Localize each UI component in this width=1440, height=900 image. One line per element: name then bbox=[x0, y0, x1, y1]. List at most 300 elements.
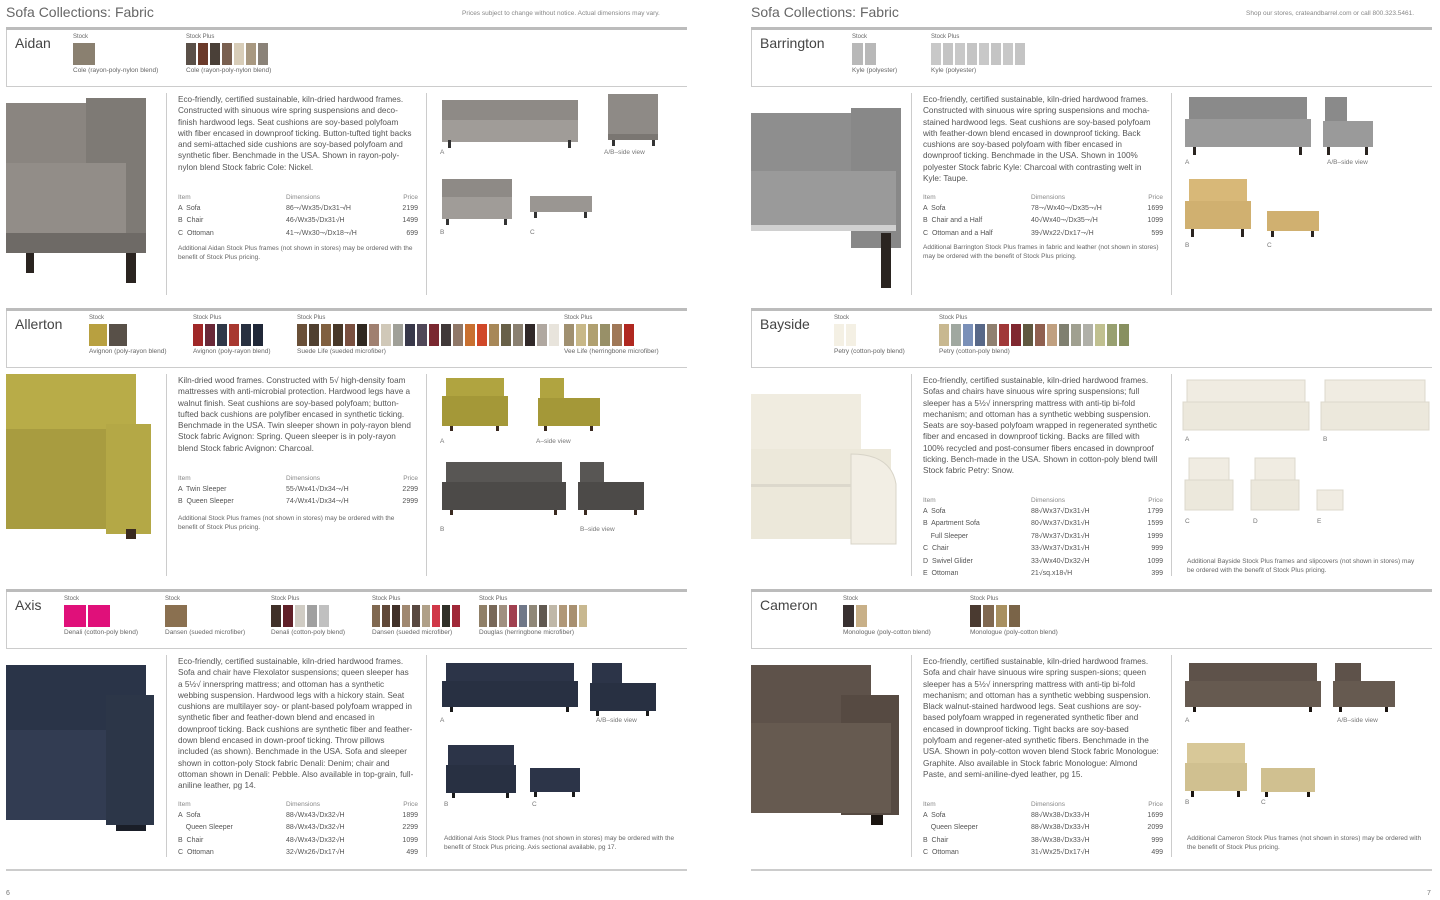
fabric-swatch[interactable] bbox=[865, 43, 876, 65]
fabric-swatch[interactable] bbox=[513, 324, 523, 346]
fabric-swatch[interactable] bbox=[991, 43, 1001, 65]
swatch-group bbox=[193, 315, 271, 355]
fabric-swatch[interactable] bbox=[295, 605, 305, 627]
swatches[interactable] bbox=[271, 605, 345, 627]
fabric-swatch[interactable] bbox=[579, 605, 587, 627]
fabric-swatch[interactable] bbox=[271, 605, 281, 627]
product-image[interactable] bbox=[1259, 764, 1317, 800]
fabric-swatch[interactable] bbox=[205, 324, 215, 346]
price-disclaimer: Prices subject to change without notice. Actual dimensions may vary. bbox=[462, 10, 660, 17]
thumb-caption: B bbox=[1185, 799, 1190, 806]
fabric-swatch[interactable] bbox=[843, 605, 854, 627]
table-row: A Twin Sleeper 55√Wx41√Dx34¬√H 2299 bbox=[178, 485, 418, 493]
description: Kiln-dried wood frames. Constructed with 5√ high-density foam mattresses with anti-microbial protection. Hardwood legs have a walnut finish. Seat cushions are soy-based polyfoam; button-tufted back cushions are polyfiber encased in synthetic ticking. Benchmade in the USA. Twin sleeper shown in poly-rayon blend Stock fabric Avignon: Spring. Queen sleeper is in poly-rayon blend Stock fabric Avignon: Charcoal. bbox=[178, 376, 411, 453]
swatch-row bbox=[751, 311, 1432, 368]
table-row: B Queen Sleeper 74√Wx41√Dx34¬√H 2999 bbox=[178, 498, 418, 506]
fabric-swatch[interactable] bbox=[1011, 324, 1021, 346]
fabric-swatch[interactable] bbox=[539, 605, 547, 627]
table-row: E Ottoman 21√sq.x18√H 399 bbox=[923, 570, 1163, 578]
swatches[interactable] bbox=[297, 324, 559, 346]
fabric-swatch[interactable] bbox=[283, 605, 293, 627]
product-image[interactable] bbox=[1183, 659, 1323, 714]
section-body bbox=[6, 368, 687, 580]
product-thumbnails bbox=[1181, 649, 1431, 861]
product-image[interactable] bbox=[1321, 93, 1376, 158]
fabric-swatch[interactable] bbox=[987, 324, 997, 346]
table-row: Queen Sleeper 88√Wx38√Dx33√H 2099 bbox=[923, 824, 1163, 832]
thumb-caption: D bbox=[1253, 518, 1258, 525]
fabric-swatch[interactable] bbox=[975, 324, 985, 346]
swatch-caption: Cole (rayon-poly-nylon blend) bbox=[186, 67, 272, 74]
product-image[interactable] bbox=[604, 92, 660, 147]
table-note: Additional Aidan Stock Plus frames (not shown in stores) may be ordered with the benefit of Stock Plus pricing. bbox=[178, 245, 413, 261]
swatch-group bbox=[186, 34, 271, 74]
fabric-swatch[interactable] bbox=[967, 43, 977, 65]
section-barrington bbox=[751, 27, 1432, 299]
swatch-caption: Monologue (poly-cotton blend) bbox=[970, 629, 1058, 636]
collection-name: Axis bbox=[15, 597, 42, 613]
right-page bbox=[745, 0, 1440, 900]
price-table bbox=[178, 473, 418, 508]
swatch-group-label: Stock bbox=[89, 315, 105, 321]
fabric-swatch[interactable] bbox=[412, 605, 420, 627]
thumb-caption: A bbox=[440, 149, 445, 156]
price-table bbox=[923, 495, 1163, 580]
fabric-swatch[interactable] bbox=[64, 605, 86, 627]
product-thumbnails bbox=[436, 87, 686, 299]
fabric-swatch[interactable] bbox=[229, 324, 239, 346]
thumb-caption: C bbox=[1267, 242, 1272, 249]
swatch-group-label: Stock Plus bbox=[186, 34, 215, 40]
swatches[interactable] bbox=[73, 43, 158, 65]
fabric-swatch[interactable] bbox=[509, 605, 517, 627]
fabric-swatch[interactable] bbox=[856, 605, 867, 627]
swatch-row bbox=[6, 311, 687, 368]
fabric-swatch[interactable] bbox=[951, 324, 961, 346]
product-image[interactable] bbox=[528, 192, 594, 222]
fabric-swatch[interactable] bbox=[1107, 324, 1117, 346]
swatch-group-label: Stock bbox=[834, 315, 850, 321]
swatch-group bbox=[479, 596, 587, 636]
table-note: Additional Bayside Stock Plus frames and slipcovers (not shown in stores) may be ordered with the benefit of Stock Plus pricing. bbox=[1187, 558, 1415, 574]
page-number: 7 bbox=[1427, 890, 1431, 897]
fabric-swatch[interactable] bbox=[612, 324, 622, 346]
product-image[interactable] bbox=[440, 374, 510, 434]
swatch-group bbox=[297, 315, 559, 355]
swatches[interactable] bbox=[852, 43, 897, 65]
swatches[interactable] bbox=[186, 43, 271, 65]
hero-image bbox=[751, 93, 902, 293]
fabric-swatch[interactable] bbox=[939, 324, 949, 346]
fabric-swatch[interactable] bbox=[1009, 605, 1020, 627]
fabric-swatch[interactable] bbox=[1015, 43, 1025, 65]
page-title: Sofa Collections: Fabric bbox=[751, 4, 899, 20]
table-row: B Chair 46√Wx35√Dx31√H 1499 bbox=[178, 217, 418, 225]
fabric-swatch[interactable] bbox=[222, 43, 232, 65]
fabric-swatch[interactable] bbox=[624, 324, 634, 346]
table-row: Full Sleeper 78√Wx37√Dx31√H 1999 bbox=[923, 532, 1163, 540]
fabric-swatch[interactable] bbox=[963, 324, 973, 346]
left-page bbox=[0, 0, 690, 900]
swatch-group-label: Stock bbox=[165, 596, 181, 602]
table-row: A Sofa 88√Wx38√Dx33√H 1699 bbox=[923, 811, 1163, 819]
swatches[interactable] bbox=[89, 324, 167, 346]
table-row: C Ottoman and a Half 39√Wx22√Dx17¬√H 599 bbox=[923, 229, 1163, 237]
product-image[interactable] bbox=[576, 458, 646, 518]
fabric-swatch[interactable] bbox=[970, 605, 981, 627]
fabric-swatch[interactable] bbox=[852, 43, 863, 65]
fabric-swatch[interactable] bbox=[402, 605, 410, 627]
section-allerton bbox=[6, 308, 687, 580]
swatch-group-label: Stock Plus bbox=[939, 315, 968, 321]
swatch-group bbox=[64, 596, 138, 636]
thumb-caption: A bbox=[1185, 159, 1190, 166]
fabric-swatch[interactable] bbox=[88, 605, 110, 627]
swatches[interactable] bbox=[834, 324, 905, 346]
table-header: Item Dimensions Price bbox=[923, 496, 1163, 504]
fabric-swatch[interactable] bbox=[1003, 43, 1013, 65]
table-row: C Ottoman 32√Wx26√Dx17√H 499 bbox=[178, 849, 418, 857]
product-image[interactable] bbox=[440, 177, 515, 227]
swatch-row bbox=[751, 592, 1432, 649]
section-body bbox=[6, 87, 687, 299]
fabric-swatch[interactable] bbox=[999, 324, 1009, 346]
fabric-swatch[interactable] bbox=[465, 324, 475, 346]
table-row: B Chair 48√Wx43√Dx32√H 1099 bbox=[178, 836, 418, 844]
table-row: A Sofa 78¬√Wx40¬√Dx35¬√H 1699 bbox=[923, 204, 1163, 212]
fabric-swatch[interactable] bbox=[217, 324, 227, 346]
collection-name: Aidan bbox=[15, 35, 51, 51]
swatch-group-label: Stock bbox=[64, 596, 80, 602]
fabric-swatch[interactable] bbox=[501, 324, 511, 346]
table-row: A Sofa 88√Wx43√Dx32√H 1899 bbox=[178, 811, 418, 819]
swatch-group bbox=[852, 34, 897, 74]
fabric-swatch[interactable] bbox=[519, 605, 527, 627]
fabric-swatch[interactable] bbox=[234, 43, 244, 65]
fabric-swatch[interactable] bbox=[1047, 324, 1057, 346]
fabric-swatch[interactable] bbox=[1095, 324, 1105, 346]
table-row: B Chair and a Half 40√Wx40¬√Dx35¬√H 1099 bbox=[923, 217, 1163, 225]
product-thumbnails bbox=[436, 368, 686, 580]
table-row: C Chair 33√Wx37√Dx31√H 999 bbox=[923, 545, 1163, 553]
fabric-swatch[interactable] bbox=[834, 324, 844, 346]
fabric-swatch[interactable] bbox=[559, 605, 567, 627]
product-image[interactable] bbox=[1319, 378, 1431, 436]
fabric-swatch[interactable] bbox=[564, 324, 574, 346]
product-thumbnails bbox=[1181, 368, 1431, 580]
thumb-caption: B bbox=[1185, 242, 1190, 249]
swatch-group bbox=[970, 596, 1058, 636]
fabric-swatch[interactable] bbox=[321, 324, 331, 346]
fabric-swatch[interactable] bbox=[442, 605, 450, 627]
swatch-caption: Petry (cotton-poly blend) bbox=[939, 348, 1010, 355]
swatches[interactable] bbox=[564, 324, 659, 346]
fabric-swatch[interactable] bbox=[479, 605, 487, 627]
thumb-caption: B bbox=[1323, 436, 1328, 443]
section-axis bbox=[6, 589, 687, 861]
fabric-swatch[interactable] bbox=[333, 324, 343, 346]
fabric-swatch[interactable] bbox=[319, 605, 329, 627]
table-row: B Chair 38√Wx38√Dx33√H 999 bbox=[923, 836, 1163, 844]
fabric-swatch[interactable] bbox=[996, 605, 1007, 627]
collection-name: Allerton bbox=[15, 316, 63, 332]
fabric-swatch[interactable] bbox=[600, 324, 610, 346]
swatch-row bbox=[6, 592, 687, 649]
swatch-group bbox=[372, 596, 460, 636]
table-note: Additional Axis Stock Plus frames (not shown in stores) may be ordered with the benefit of Stock Plus pricing. Axis sectional available, pg 17. bbox=[444, 835, 675, 851]
swatches[interactable] bbox=[843, 605, 931, 627]
fabric-swatch[interactable] bbox=[979, 43, 989, 65]
table-row: B Apartment Sofa 80√Wx37√Dx31√H 1599 bbox=[923, 520, 1163, 528]
thumb-caption: A/B–side view bbox=[604, 149, 645, 156]
swatch-group-label: Stock bbox=[73, 34, 89, 40]
collection-name: Barrington bbox=[760, 35, 825, 51]
fabric-swatch[interactable] bbox=[405, 324, 415, 346]
fabric-swatch[interactable] bbox=[1023, 324, 1033, 346]
fabric-swatch[interactable] bbox=[477, 324, 487, 346]
thumb-caption: B bbox=[444, 801, 449, 808]
fabric-swatch[interactable] bbox=[943, 43, 953, 65]
swatch-group-label: Stock Plus bbox=[271, 596, 300, 602]
thumb-caption: C bbox=[1261, 799, 1266, 806]
swatch-group-label: Stock bbox=[852, 34, 868, 40]
thumb-caption: A bbox=[440, 717, 445, 724]
swatches[interactable] bbox=[165, 605, 245, 627]
fabric-swatch[interactable] bbox=[1059, 324, 1069, 346]
fabric-swatch[interactable] bbox=[549, 324, 559, 346]
fabric-swatch[interactable] bbox=[165, 605, 187, 627]
description: Eco-friendly, certified sustainable, kiln-dried hardwood frames. Constructed with sinuous wire spring suspensions and mocha-stained hardwood legs. Seat cushions are soy-based polyfoam with feather-down blend encased in downproof ticking. Back cushions are soy-based polyfoam with fiber encased in downproof ticking. Benchmade in the USA. Shown in 100% polyester Stock fabric Kyle: Charcoal with contrasting welt in Kyle: Taupe. bbox=[923, 95, 1151, 184]
fabric-swatch[interactable] bbox=[73, 43, 95, 65]
swatch-group bbox=[931, 34, 1025, 74]
fabric-swatch[interactable] bbox=[525, 324, 535, 346]
swatch-caption: Cole (rayon-poly-nylon blend) bbox=[73, 67, 159, 74]
section-body bbox=[6, 649, 687, 861]
fabric-swatch[interactable] bbox=[576, 324, 586, 346]
section-body bbox=[751, 368, 1432, 580]
section-aidan bbox=[6, 27, 687, 299]
swatch-group-label: Stock Plus bbox=[193, 315, 222, 321]
fabric-swatch[interactable] bbox=[392, 605, 400, 627]
swatch-row bbox=[751, 30, 1432, 87]
fabric-swatch[interactable] bbox=[297, 324, 307, 346]
table-header: Item Dimensions Price bbox=[178, 800, 418, 808]
fabric-swatch[interactable] bbox=[441, 324, 451, 346]
fabric-swatch[interactable] bbox=[381, 324, 391, 346]
section-cameron bbox=[751, 589, 1432, 861]
fabric-swatch[interactable] bbox=[588, 324, 598, 346]
table-row: C Ottoman 41¬√Wx30¬√Dx18¬√H 699 bbox=[178, 229, 418, 237]
swatches[interactable] bbox=[193, 324, 271, 346]
fabric-swatch[interactable] bbox=[369, 324, 379, 346]
product-image[interactable] bbox=[1315, 486, 1345, 514]
swatch-caption: Avignon (poly-rayon blend) bbox=[89, 348, 167, 355]
swatch-group bbox=[73, 34, 158, 74]
product-image[interactable] bbox=[1183, 456, 1235, 514]
fabric-swatch[interactable] bbox=[382, 605, 390, 627]
product-image[interactable] bbox=[444, 741, 518, 801]
hero-image bbox=[751, 374, 902, 574]
fabric-swatch[interactable] bbox=[193, 324, 203, 346]
fabric-swatch[interactable] bbox=[241, 324, 251, 346]
swatch-caption: Denali (cotton-poly blend) bbox=[271, 629, 346, 636]
fabric-swatch[interactable] bbox=[429, 324, 439, 346]
table-header: Item Dimensions Price bbox=[923, 800, 1163, 808]
product-thumbnails bbox=[1181, 87, 1431, 299]
fabric-swatch[interactable] bbox=[489, 324, 499, 346]
price-table bbox=[923, 192, 1163, 240]
collection-name: Bayside bbox=[760, 316, 810, 332]
swatch-caption: Denali (cotton-poly blend) bbox=[64, 629, 139, 636]
fabric-swatch[interactable] bbox=[1083, 324, 1093, 346]
swatch-row bbox=[6, 30, 687, 87]
fabric-swatch[interactable] bbox=[529, 605, 537, 627]
product-image[interactable] bbox=[1249, 456, 1301, 514]
swatch-group-label: Stock Plus bbox=[970, 596, 999, 602]
thumb-caption: C bbox=[532, 801, 537, 808]
price-table bbox=[178, 799, 418, 859]
fabric-swatch[interactable] bbox=[186, 43, 196, 65]
swatches[interactable] bbox=[931, 43, 1025, 65]
page-number: 6 bbox=[6, 890, 10, 897]
swatch-group-label: Stock Plus bbox=[372, 596, 401, 602]
thumb-caption: B–side view bbox=[580, 526, 615, 533]
thumb-caption: A bbox=[1185, 717, 1190, 724]
thumb-caption: E bbox=[1317, 518, 1322, 525]
swatch-caption: Dansen (sueded microfiber) bbox=[165, 629, 246, 636]
fabric-swatch[interactable] bbox=[246, 43, 256, 65]
swatch-caption: Petry (cotton-poly blend) bbox=[834, 348, 905, 355]
product-image[interactable] bbox=[536, 374, 602, 434]
fabric-swatch[interactable] bbox=[537, 324, 547, 346]
swatch-group bbox=[165, 596, 245, 636]
store-info: Shop our stores, crateandbarrel.com or call 800.323.5461. bbox=[1246, 10, 1415, 17]
thumb-caption: B bbox=[440, 229, 445, 236]
swatch-caption: Suede Life (sueded microfiber) bbox=[297, 348, 386, 355]
swatch-caption: Vee Life (herringbone microfiber) bbox=[564, 348, 659, 355]
table-row: D Swivel Glider 33√Wx40√Dx32√H 1099 bbox=[923, 557, 1163, 565]
table-row: Queen Sleeper 88√Wx43√Dx32√H 2299 bbox=[178, 824, 418, 832]
product-thumbnails bbox=[436, 649, 686, 861]
swatches[interactable] bbox=[939, 324, 1129, 346]
fabric-swatch[interactable] bbox=[569, 605, 577, 627]
swatches[interactable] bbox=[64, 605, 138, 627]
swatch-caption: Dansen (sueded microfiber) bbox=[372, 629, 453, 636]
swatch-caption: Douglas (herringbone microfiber) bbox=[479, 629, 575, 636]
table-row: A Sofa 88√Wx37√Dx31√H 1799 bbox=[923, 507, 1163, 515]
section-body bbox=[751, 87, 1432, 299]
product-image[interactable] bbox=[440, 92, 580, 152]
table-row: C Ottoman 31√Wx25√Dx17√H 499 bbox=[923, 849, 1163, 857]
fabric-swatch[interactable] bbox=[983, 605, 994, 627]
fabric-swatch[interactable] bbox=[109, 324, 127, 346]
swatch-group bbox=[564, 315, 659, 355]
hero-image bbox=[6, 655, 157, 855]
table-header: Item Dimensions Price bbox=[178, 474, 418, 482]
product-image[interactable] bbox=[1181, 378, 1311, 436]
fabric-swatch[interactable] bbox=[432, 605, 440, 627]
price-table bbox=[923, 799, 1163, 859]
collection-name: Cameron bbox=[760, 597, 818, 613]
fabric-swatch[interactable] bbox=[1071, 324, 1081, 346]
fabric-swatch[interactable] bbox=[452, 605, 460, 627]
product-image[interactable] bbox=[440, 458, 568, 518]
table-note: Additional Stock Plus frames (not shown in stores) may be ordered with the benefit of Stock Plus pricing. bbox=[178, 515, 395, 531]
product-image[interactable] bbox=[1331, 659, 1397, 714]
product-image[interactable] bbox=[1183, 741, 1249, 799]
product-image[interactable] bbox=[1183, 175, 1253, 240]
swatches[interactable] bbox=[479, 605, 587, 627]
fabric-swatch[interactable] bbox=[198, 43, 208, 65]
fabric-swatch[interactable] bbox=[89, 324, 107, 346]
fabric-swatch[interactable] bbox=[309, 324, 319, 346]
fabric-swatch[interactable] bbox=[210, 43, 220, 65]
swatches[interactable] bbox=[372, 605, 460, 627]
fabric-swatch[interactable] bbox=[357, 324, 367, 346]
fabric-swatch[interactable] bbox=[453, 324, 463, 346]
product-image[interactable] bbox=[528, 764, 582, 800]
fabric-swatch[interactable] bbox=[931, 43, 941, 65]
fabric-swatch[interactable] bbox=[422, 605, 430, 627]
fabric-swatch[interactable] bbox=[253, 324, 263, 346]
section-bayside bbox=[751, 308, 1432, 580]
fabric-swatch[interactable] bbox=[1035, 324, 1045, 346]
table-note: Additional Cameron Stock Plus frames (not shown in stores) may be ordered with the benefit of Stock Plus pricing. bbox=[1187, 835, 1422, 851]
thumb-caption: A bbox=[1185, 436, 1190, 443]
fabric-swatch[interactable] bbox=[307, 605, 317, 627]
product-image[interactable] bbox=[440, 659, 580, 714]
swatch-group-label: Stock bbox=[843, 596, 859, 602]
page-title: Sofa Collections: Fabric bbox=[6, 4, 154, 20]
fabric-swatch[interactable] bbox=[417, 324, 427, 346]
fabric-swatch[interactable] bbox=[499, 605, 507, 627]
thumb-caption: A/B–side view bbox=[1337, 717, 1378, 724]
product-image[interactable] bbox=[1183, 93, 1313, 158]
thumb-caption: A/B–side view bbox=[596, 717, 637, 724]
fabric-swatch[interactable] bbox=[489, 605, 497, 627]
fabric-swatch[interactable] bbox=[372, 605, 380, 627]
hero-image bbox=[6, 93, 157, 293]
product-image[interactable] bbox=[588, 659, 658, 719]
fabric-swatch[interactable] bbox=[955, 43, 965, 65]
swatch-group bbox=[89, 315, 167, 355]
fabric-swatch[interactable] bbox=[258, 43, 268, 65]
thumb-caption: A/B–side view bbox=[1327, 159, 1368, 166]
fabric-swatch[interactable] bbox=[345, 324, 355, 346]
product-image[interactable] bbox=[1265, 207, 1321, 239]
thumb-caption: A bbox=[440, 438, 445, 445]
thumb-caption: B bbox=[440, 526, 445, 533]
description: Eco-friendly, certified sustainable, kiln-dried hardwood frames. Sofa and chair have Flexolator suspensions; queen sleeper has a 5½√ innerspring mattress; and ottoman has a synthetic webbing suspension. Hardwood legs with a hickory stain. Seat cushions are multilayer soy- or plant-based polyfoam wrapped in synthetic fiber and feather-down blend and encased in downproof ticking. Back cushions are synthetic fiber and feather-down blend encased in down-proof ticking. Throw pillows included (as shown). Benchmade in the USA. Sofa and sleeper shown in cotton-poly Stock fabric Denali: Denim; chair and ottoman shown in Denali: Pebble. Also available in top-grain, full-aniline leather, pg 14. bbox=[178, 657, 414, 791]
description: Eco-friendly, certified sustainable, kiln-dried hardwood frames. Sofas and chairs have sinuous wire spring suspensions; full sleeper has a 5½√ innerspring mattress with anti-tip bi-fold mechanism; and ottoman has a synthetic webbing suspension. Seats are soy-based polyfoam wrapped in regenerated synthetic fiber and encased in downproof ticking. Backs are filled with 100% recycled and post-consumer fibers encased in downproof ticking. Bench-made in the USA. Shown in cotton-poly blend twill Stock fabric Petry: Snow. bbox=[923, 376, 1158, 476]
swatch-group bbox=[271, 596, 345, 636]
fabric-swatch[interactable] bbox=[549, 605, 557, 627]
swatch-caption: Kyle (polyester) bbox=[852, 67, 898, 74]
thumb-caption: C bbox=[530, 229, 535, 236]
table-row: A Sofa 86¬√Wx35√Dx31¬/H 2199 bbox=[178, 204, 418, 212]
swatch-group bbox=[843, 596, 931, 636]
swatch-caption: Kyle (polyester) bbox=[931, 67, 977, 74]
hero-image bbox=[6, 374, 157, 574]
swatch-group bbox=[834, 315, 905, 355]
fabric-swatch[interactable] bbox=[1119, 324, 1129, 346]
swatch-group-label: Stock Plus bbox=[564, 315, 593, 321]
fabric-swatch[interactable] bbox=[393, 324, 403, 346]
fabric-swatch[interactable] bbox=[846, 324, 856, 346]
swatches[interactable] bbox=[970, 605, 1058, 627]
swatch-group bbox=[939, 315, 1129, 355]
description: Eco-friendly, certified sustainable, kiln-dried hardwood frames. Constructed with sinuous wire spring suspensions and deco-finish hardwood legs. Seat cushions are soy-based polyfoam with fiber encased in downproof ticking. Button-tufted tight backs and semi-attached side cushions are soy-based polyfoam and synthetic fiber. Benchmade in the USA. Shown in rayon-poly-nylon blend Stock fabric Cole: Nickel. bbox=[178, 95, 412, 172]
